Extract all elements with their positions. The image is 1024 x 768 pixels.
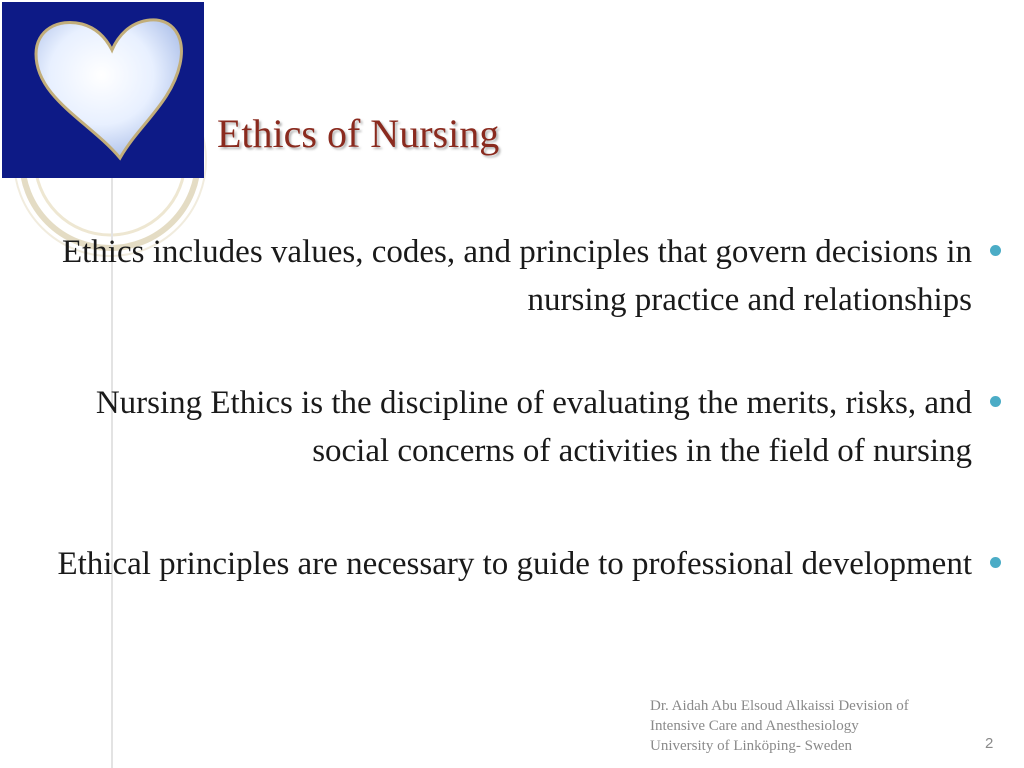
bullet-text-3: Ethical principles are necessary to guide to professional development — [57, 546, 972, 582]
bullet-dot-icon — [990, 245, 1001, 256]
slide-footer — [650, 696, 960, 756]
bullet-dot-icon — [990, 557, 1001, 568]
bullet-dot-icon — [990, 396, 1001, 407]
slide-title: Ethics of Nursing — [217, 111, 500, 156]
footer-line-2: Intensive Care and Anesthesiology — [650, 718, 859, 734]
bullet-text-2: Nursing Ethics is the discipline of evaluating the merits, risks, and social concerns of activities in the field of nursing — [95, 385, 972, 469]
logo-panel — [2, 2, 204, 178]
footer-line-1: Dr. Aidah Abu Elsoud Alkaissi Devision of — [650, 698, 909, 714]
bullet-text-1: Ethics includes values, codes, and principles that govern decisions in nursing practice and relationships — [61, 234, 972, 318]
page-number: 2 — [985, 735, 994, 752]
heart-icon — [2, 2, 204, 178]
footer-line-3: University of Linköping- Sweden — [650, 738, 853, 754]
